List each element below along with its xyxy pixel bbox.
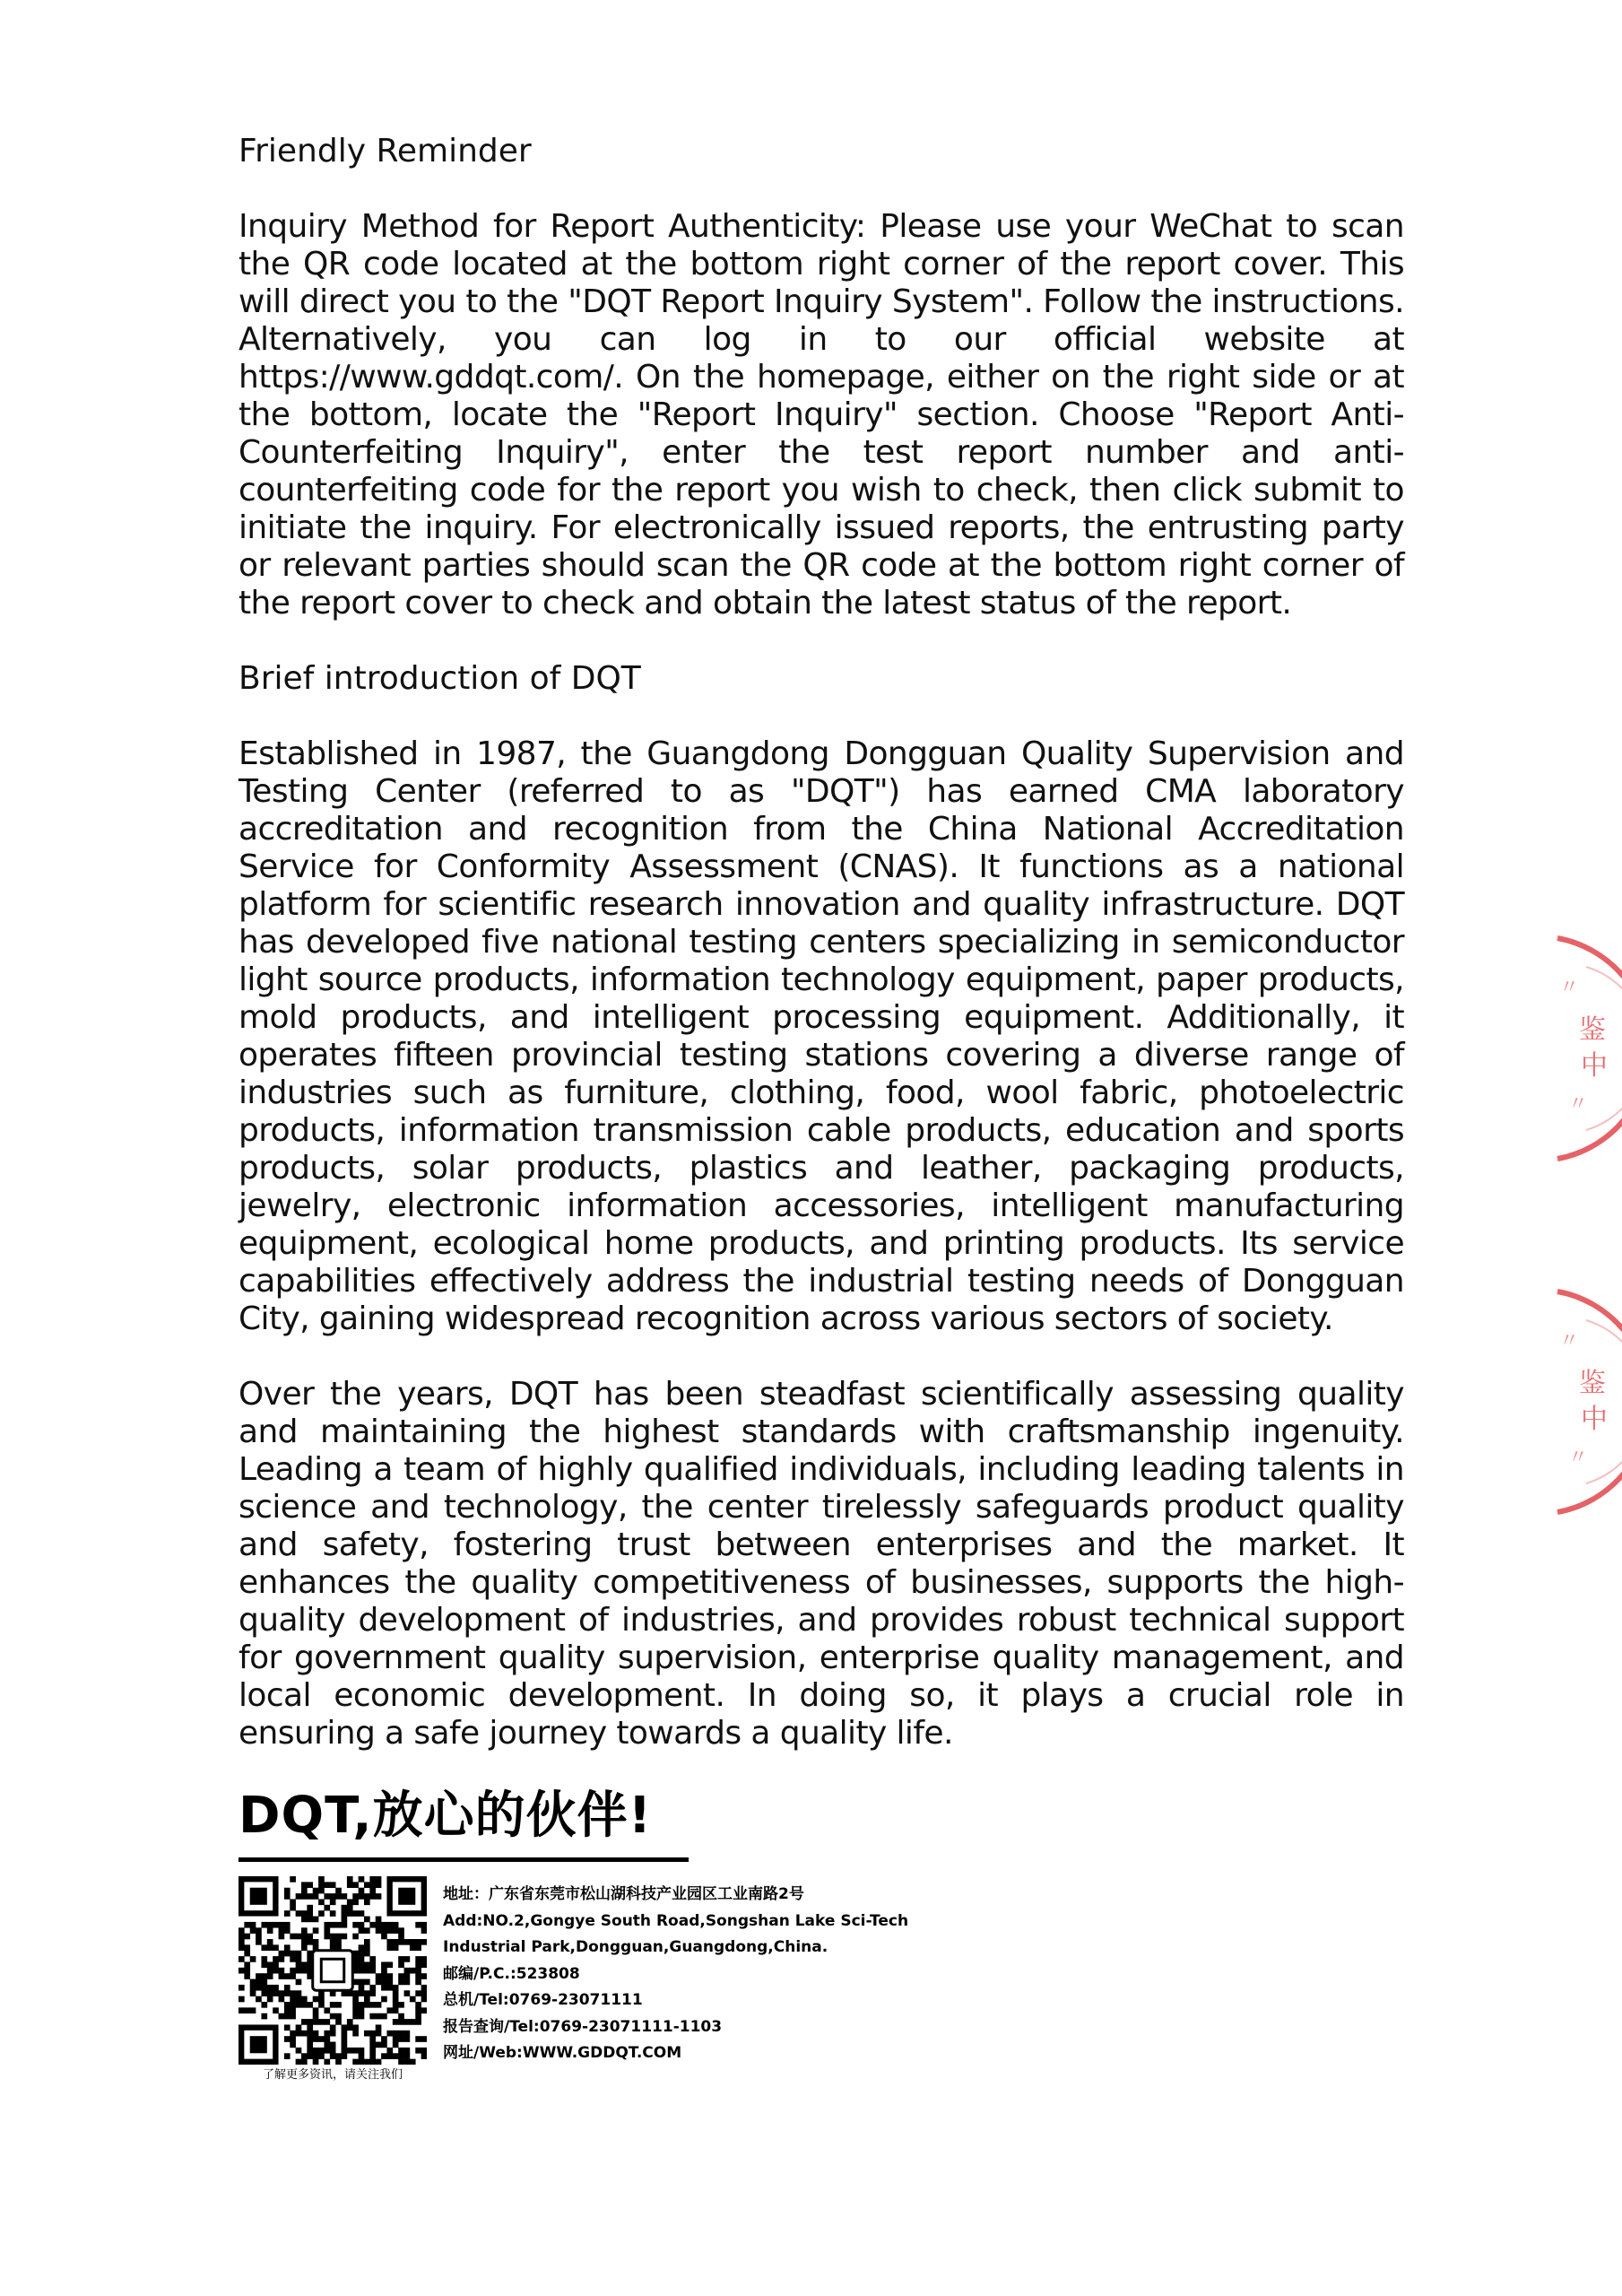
svg-text:〃: 〃: [1568, 1447, 1589, 1469]
main-telephone: 总机/Tel:0769-23071111: [443, 1991, 643, 2009]
address-en-line-2: Industrial Park,Dongguan,Guangdong,China.: [443, 1938, 828, 1956]
report-notes: [239, 133, 1404, 1752]
svg-text:鉴: 鉴: [1579, 1368, 1606, 1399]
svg-text:中: 中: [1581, 1050, 1608, 1082]
contact-block: [443, 1882, 945, 2067]
intro-title: Brief introduction of DQT: [239, 660, 641, 697]
slogan-underline: [239, 1857, 689, 1862]
slogan: DQT,放心的伙伴!: [239, 1787, 653, 1845]
wechat-qr-code[interactable]: [239, 1876, 427, 2065]
svg-text:〃: 〃: [1568, 1093, 1589, 1116]
address-en-line-1: Add:NO.2,Gongye South Road,Songshan Lake Sci-Tech: [443, 1911, 909, 1930]
svg-text:〃: 〃: [1559, 1330, 1580, 1352]
reminder-title: Friendly Reminder: [239, 133, 532, 170]
reminder-body: Inquiry Method for Report Authenticity: Please use your WeChat to scan the QR code located at the bottom right corner of the report cover. This will direct you to the "DQT Report Inquiry System". Follow the instructions. Alternatively, you can log in to our official website at https://www.gddqt.com/. On the homepage, either on the right side or at the bottom, locate the "Report Inquiry" section. Choose "Report Anti-Counterfeiting Inquiry", enter the test report number and anti-counterfeiting code for the report you wish to check, then click submit to initiate the inquiry. For electronically issued reports, the entrusting party or relevant parties should scan the QR code at the bottom right corner of the report cover to check and obtain the latest status of the report.: [239, 208, 1404, 622]
red-seal-stamp-bottom: [1541, 1284, 1622, 1519]
red-seal-stamp-top: [1541, 931, 1622, 1166]
address-cn: 地址：广东省东莞市松山湖科技产业园区工业南路2号: [443, 1885, 804, 1903]
intro-paragraph-2: Over the years, DQT has been steadfast scientifically assessing quality and maintaining the highest standards with craftsmanship ingenuity. Leading a team of highly qualified individuals, including leading talents in science and technology, the center tirelessly safeguards product quality and safety, fostering trust between enterprises and the market. It enhances the quality competitiveness of businesses, supports the high-quality development of industries, and provides robust technical support for government quality supervision, enterprise quality management, and local economic development. In doing so, it plays a crucial role in ensuring a safe journey towards a quality life.: [239, 1376, 1404, 1752]
svg-text:〃: 〃: [1559, 977, 1580, 999]
svg-text:中: 中: [1581, 1404, 1608, 1435]
website: 网址/Web:WWW.GDDQT.COM: [443, 2044, 682, 2062]
qr-caption: 了解更多资讯，请关注我们: [262, 2068, 403, 2082]
intro-paragraph-1: Established in 1987, the Guangdong Dongguan Quality Supervision and Testing Center (referred to as "DQT") has earned CMA laboratory accreditation and recognition from the China National Accreditation Service for Conformity Assessment (CNAS). It functions as a national platform for scientific research innovation and quality infrastructure. DQT has developed five national testing centers specializing in semiconductor light source products, information technology equipment, paper products, mold products, and intelligent processing equipment. Additionally, it operates fifteen provincial testing stations covering a diverse range of industries such as furniture, clothing, food, wool fabric, photoelectric products, information transmission cable products, education and sports products, solar products, plastics and leather, packaging products, jewelry, electronic information accessories, intelligent manufacturing equipment, ecological home products, and printing products. Its service capabilities effectively address the industrial testing needs of Dongguan City, gaining widespread recognition across various sectors of society.: [239, 735, 1404, 1337]
qr-code-icon: [239, 1876, 427, 2065]
postcode: 邮编/P.C.:523808: [443, 1964, 580, 1983]
svg-text:鉴: 鉴: [1579, 1014, 1606, 1046]
report-inquiry-telephone: 报告查询/Tel:0769-23071111-1103: [443, 2017, 723, 2036]
